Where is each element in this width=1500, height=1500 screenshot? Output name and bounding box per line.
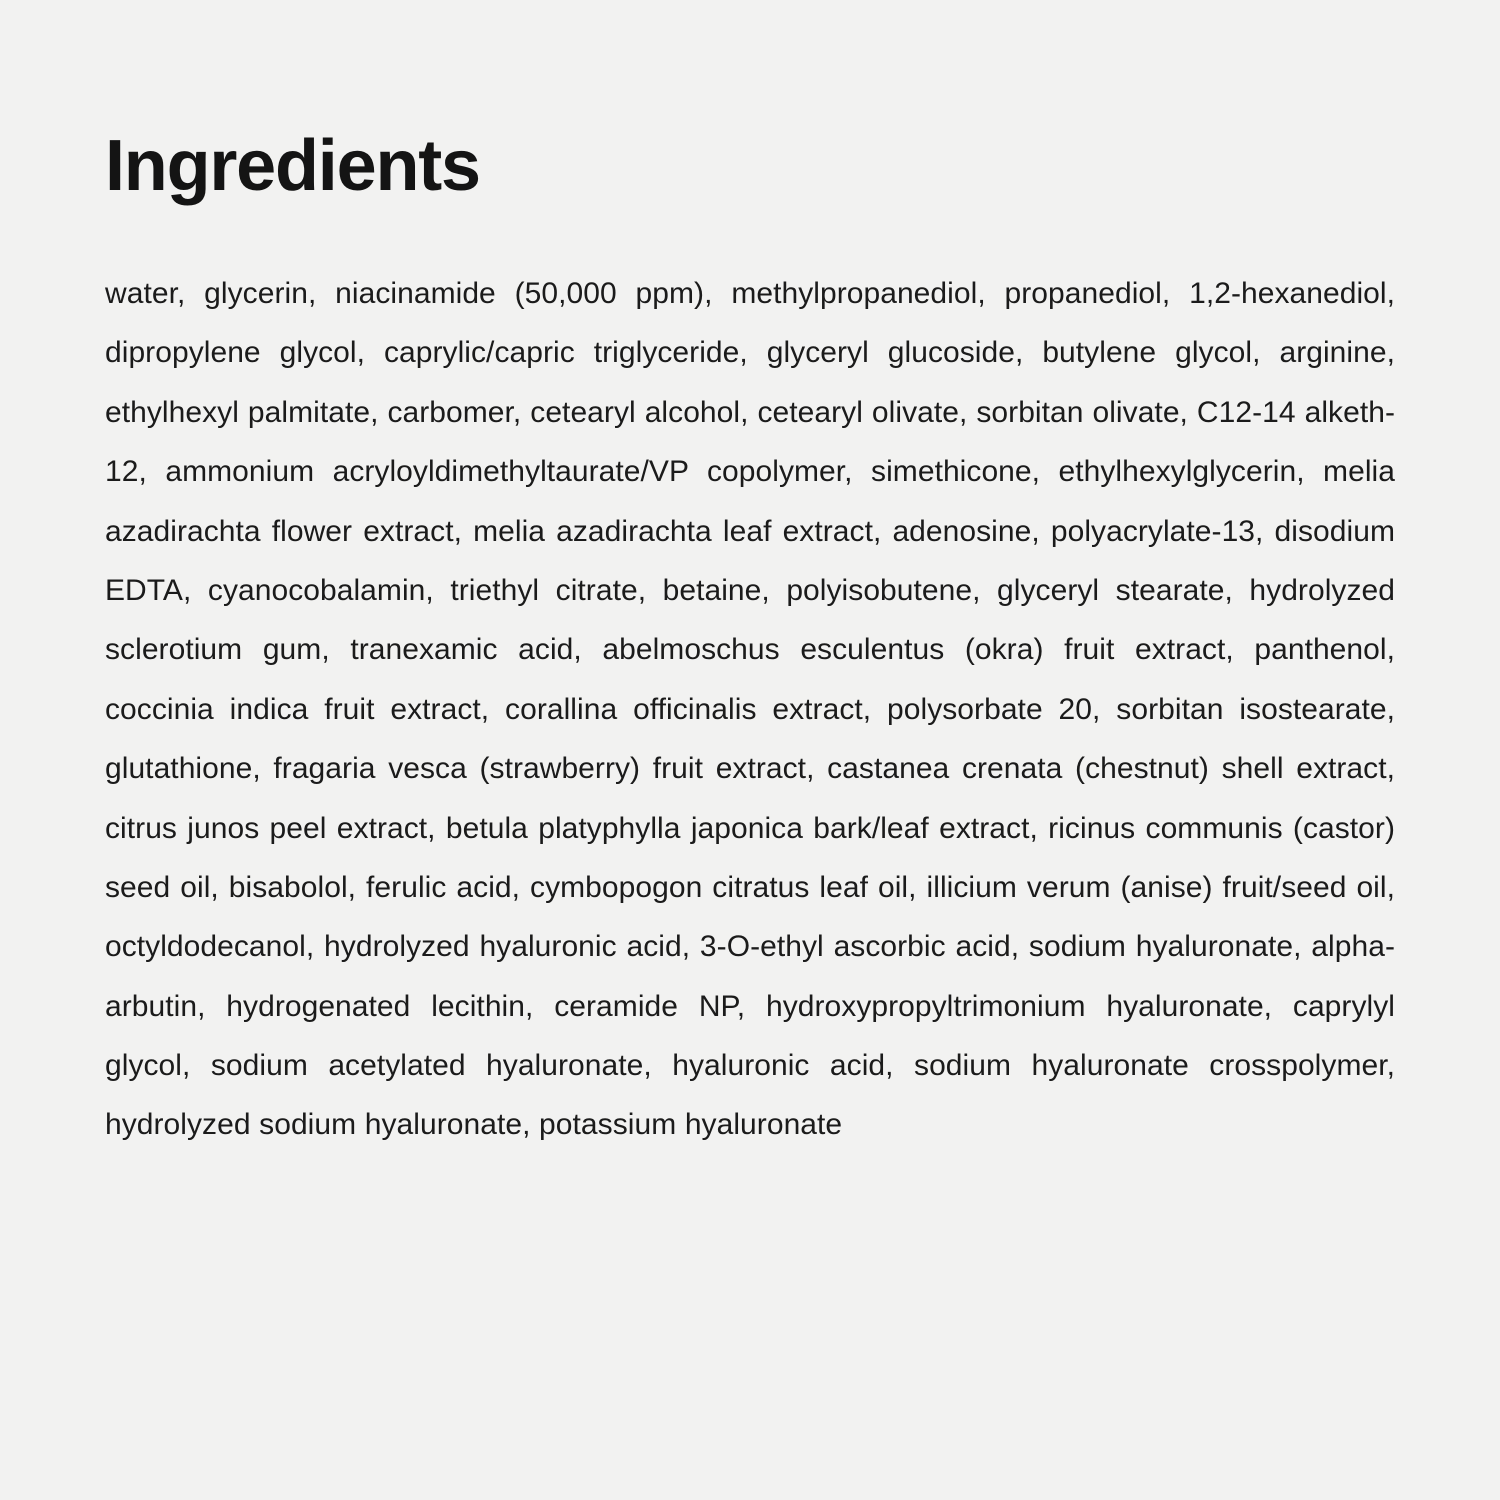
- page-title: Ingredients: [105, 126, 480, 206]
- ingredients-list-text: water, glycerin, niacinamide (50,000 ppm), methylpropanediol, propanediol, 1,2-hexanediol, dipropylene glycol, caprylic/capric triglyceride, glyceryl glucoside, butylene glycol, arginine, ethylhexyl palmitate, carbomer, cetearyl alcohol, cetearyl olivate, sorbitan olivate, C12-14 alketh-12, ammonium acryloyldimethyltaurate/VP copolymer, simethicone, ethylhexylglycerin, melia azadirachta flower extract, melia azadirachta leaf extract, adenosine, polyacrylate-13, disodium EDTA, cyanocobalamin, triethyl citrate, betaine, polyisobutene, glyceryl stearate, hydrolyzed sclerotium gum, tranexamic acid, abelmoschus esculentus (okra) fruit extract, panthenol, coccinia indica fruit extract, corallina officinalis extract, polysorbate 20, sorbitan isostearate, glutathione, fragaria vesca (strawberry) fruit extract, castanea crenata (chestnut) shell extract, citrus junos peel extract, betula platyphylla japonica bark/leaf extract, ricinus communis (castor) seed oil, bisabolol, ferulic acid, cymbopogon citratus leaf oil, illicium verum (anise) fruit/seed oil, octyldodecanol, hydrolyzed hyaluronic acid, 3-O-ethyl ascorbic acid, sodium hyaluronate, alpha-arbutin, hydrogenated lecithin, ceramide NP, hydroxypropyltrimonium hyaluronate, caprylyl glycol, sodium acetylated hyaluronate, hyaluronic acid, sodium hyaluronate crosspolymer, hydrolyzed sodium hyaluronate, potassium hyaluronate: [105, 277, 1395, 1142]
